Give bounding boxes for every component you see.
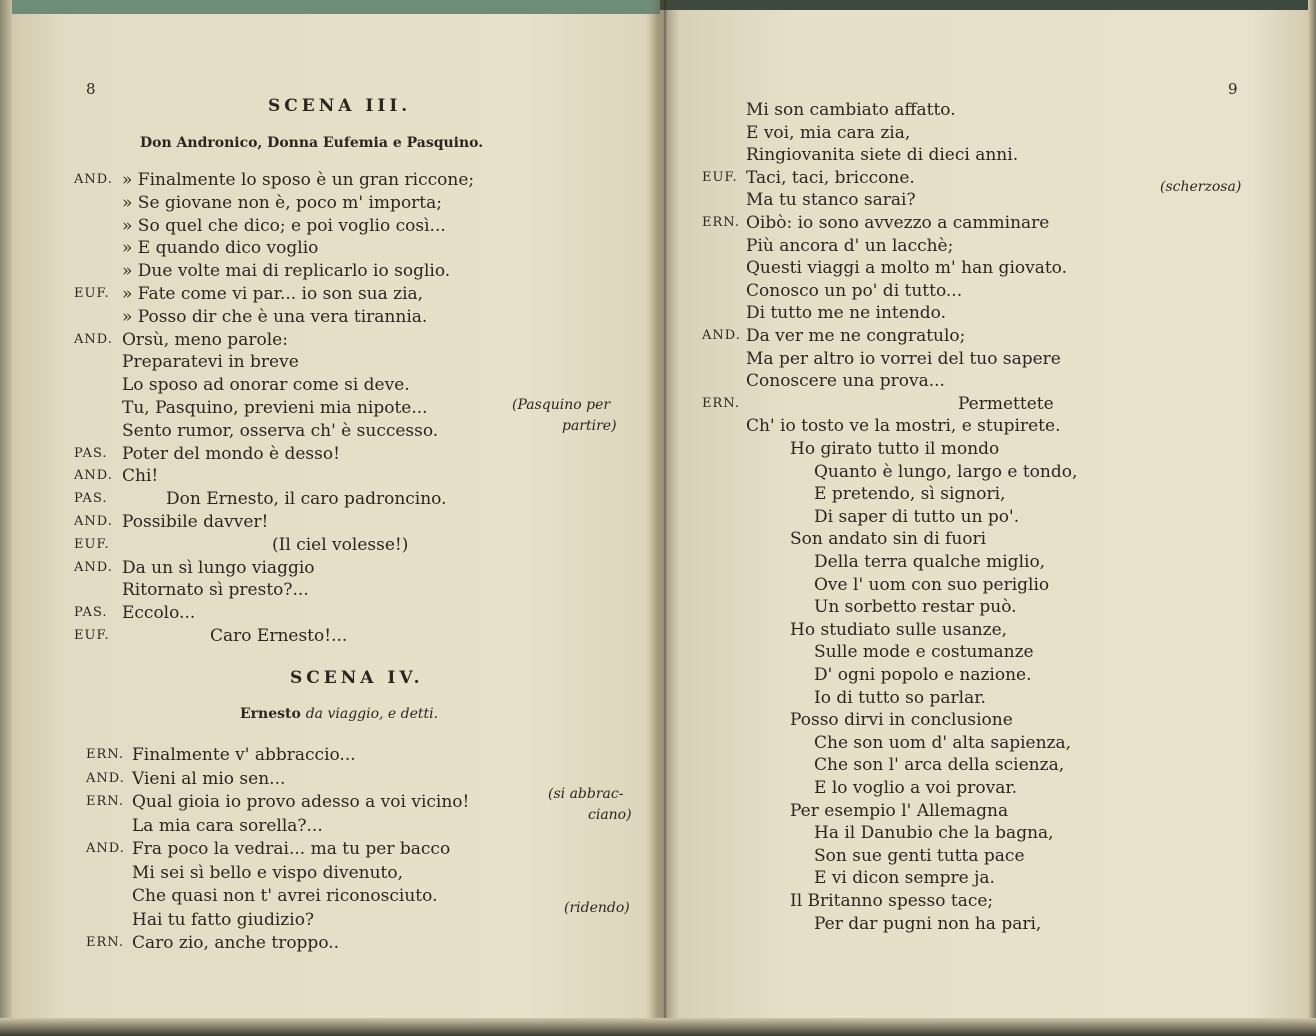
verse-line: Ho studiato sulle usanze, [790,619,1008,640]
verse-line: Chi! [122,466,159,487]
verse-line: Oibò: io sono avvezzo a camminare [746,213,1050,233]
speaker-label: ERN. [702,215,740,230]
scene-4-direction: da viaggio, e detti. [305,706,439,722]
speaker-label: ERN. [86,747,124,762]
speaker-label: ERN. [86,935,124,950]
verse-line: Ringiovanita siete di dieci anni. [746,145,1019,166]
verse-line: » E quando dico voglio [122,238,319,259]
verse-line: Che quasi non t' avrei riconosciuto. [132,886,438,906]
verse-line: Don Ernesto, il caro padroncino. [166,489,447,510]
verse-line: Della terra qualche miglio, [814,552,1046,572]
verse-line: Ma per altro io vorrei del tuo sapere [746,348,1061,369]
verse-line: Di tutto me ne intendo. [746,303,946,324]
verse-line: Che son l' arca della scienza, [814,755,1065,776]
scene-3-title: SCENA III. [268,96,412,116]
verse-line: La mia cara sorella?... [132,815,323,836]
verse-line: Sento rumor, osserva ch' è successo. [122,420,439,441]
verse-line: D' ogni popolo e nazione. [814,665,1032,685]
stage-direction: (ridendo) [564,900,630,916]
page-edge-left [0,0,12,1036]
verse-line: Per esempio l' Allemagna [790,800,1009,821]
speaker-label: PAS. [74,445,108,461]
speaker-label: ERN. [702,395,740,411]
verse-line: Tu, Pasquino, previeni mia nipote... [122,398,428,418]
verse-line: Ho girato tutto il mondo [790,439,1000,459]
verse-line: Poter del mondo è desso! [122,443,340,464]
verse-line: Un sorbetto restar può. [814,597,1017,618]
scene-4-cast [240,706,438,722]
verse-line: Ch' io tosto ve la mostri, e stupirete. [746,416,1061,437]
speaker-label: AND. [74,172,113,187]
stage-direction: ciano) [588,807,632,823]
speaker-label: AND. [86,770,125,786]
page-number-right: 9 [1228,80,1238,98]
page-edge-right [1308,0,1316,1036]
verse-line: Posso dirvi in conclusione [790,710,1013,731]
speaker-label: AND. [74,559,113,575]
scene-3-cast: Don Andronico, Donna Eufemia e Pasquino. [140,135,484,151]
verse-line: E voi, mia cara zia, [746,122,911,143]
speaker-label: EUF. [74,536,110,552]
page-number-left: 8 [86,80,96,98]
verse-line: Di saper di tutto un po'. [814,506,1020,527]
verse-line: Son andato sin di fuori [790,529,987,550]
verse-line: E vi dicon sempre ja. [814,868,995,889]
verse-line: (Il ciel volesse!) [272,534,409,555]
verse-line: Ritornato sì presto?... [122,580,309,601]
verse-line: » Se giovane non è, poco m' importa; [122,192,442,213]
speaker-label: PAS. [74,491,108,507]
speaker-label: EUF. [702,169,738,185]
verse-line: Preparatevi in breve [122,352,299,373]
verse-line: Vieni al mio sen... [132,768,286,789]
verse-line: Taci, taci, briccone. [746,167,915,188]
verse-line: Ma tu stanco sarai? [746,190,916,211]
stage-direction: partire) [562,418,617,434]
stage-direction: (Pasquino per [512,397,611,413]
verse-line: E lo voglio a voi provar. [814,778,1017,798]
stage-direction: (si abbrac- [548,786,624,802]
verse-line: » So quel che dico; e poi voglio così... [122,215,446,236]
verse-line: Mi son cambiato affatto. [746,100,956,120]
verse-line: Fra poco la vedrai... ma tu per bacco [132,839,451,859]
verse-line: Hai tu fatto giudizio? [132,909,315,930]
scene-4-character: Ernesto [240,706,301,722]
verse-line: E pretendo, sì signori, [814,484,1006,505]
speaker-label: AND. [74,514,113,529]
speaker-label: ERN. [86,794,124,809]
verse-line: Per dar pugni non ha pari, [814,913,1042,934]
verse-line: Lo sposo ad onorar come si deve. [122,375,410,396]
speaker-label: EUF. [74,286,110,301]
verse-line: Possibile davver! [122,512,269,532]
speaker-label: AND. [86,841,125,856]
verse-line: Ove l' uom con suo periglio [814,574,1050,595]
speaker-label: AND. [702,328,741,343]
verse-line: » Finalmente lo sposo è un gran riccone; [122,170,475,190]
verse-line: Da un sì lungo viaggio [122,557,315,578]
verse-line: Eccolo... [122,603,196,624]
verse-line: » Fate come vi par... io son sua zia, [122,284,424,304]
speaker-label: PAS. [74,605,108,621]
verse-line: Qual gioia io provo adesso a voi vicino! [132,792,470,812]
verse-line: Più ancora d' un lacchè; [746,235,954,256]
verse-line: Caro Ernesto!... [210,626,348,646]
verse-line: Io di tutto so parlar. [814,687,986,708]
speaker-label: EUF. [74,628,110,643]
verse-line: Ha il Danubio che la bagna, [814,823,1054,844]
verse-line: Da ver me ne congratulo; [746,326,966,346]
verse-line: Orsù, meno parole: [122,329,288,350]
verse-line: » Due volte mai di replicarlo io soglio. [122,261,451,282]
book-gutter [650,0,680,1036]
verse-line: Quanto è lungo, largo e tondo, [814,461,1078,482]
verse-line: Conoscere una prova... [746,371,945,392]
cover-edge-top-right [660,0,1316,10]
cover-edge-top-left [0,0,660,14]
verse-line: Caro zio, anche troppo.. [132,933,340,953]
verse-line: Permettete [958,393,1054,414]
speaker-label: AND. [74,468,113,484]
verse-line: » Posso dir che è una vera tirannia. [122,306,428,327]
verse-line: Finalmente v' abbraccio... [132,745,356,765]
verse-line: Questi viaggi a molto m' han giovato. [746,258,1068,279]
verse-line: Conosco un po' di tutto... [746,280,963,301]
stage-direction: (scherzosa) [1160,179,1242,195]
verse-line: Sulle mode e costumanze [814,642,1034,663]
verse-line: Il Britanno spesso tace; [790,891,994,911]
scene-4-title: SCENA IV. [290,668,424,688]
verse-line: Son sue genti tutta pace [814,845,1025,866]
verse-line: Che son uom d' alta sapienza, [814,732,1072,753]
speaker-label: AND. [74,331,113,347]
page-edge-bottom [0,1018,1316,1036]
verse-line: Mi sei sì bello e vispo divenuto, [132,862,403,883]
